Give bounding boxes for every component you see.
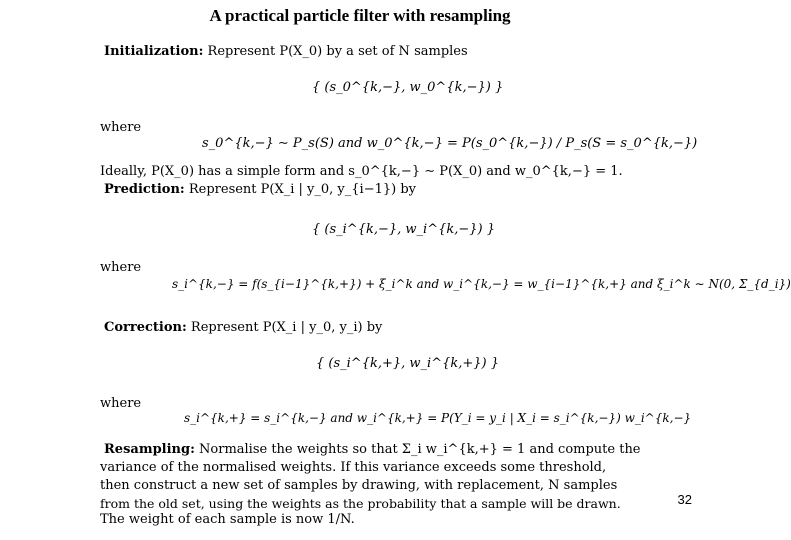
initialization-definition: s_0^{k,−} ∼ P_s(S) and w_0^{k,−} = P(s_0^{k,−}) / P_s(S = s_0^{k,−}) <box>202 136 698 151</box>
prediction-where: where <box>100 260 142 275</box>
initialization-heading: Initialization: <box>104 44 204 59</box>
correction-definition: s_i^{k,+} = s_i^{k,−} and w_i^{k,+} = P(Y_i = y_i | X_i = s_i^{k,−}) w_i^{k,−} <box>184 411 692 425</box>
prediction-set: { (s_i^{k,−}, w_i^{k,−}) } <box>312 222 496 237</box>
prediction-line <box>104 182 416 198</box>
resampling-line-1 <box>104 442 641 458</box>
initialization-line <box>104 44 468 60</box>
correction-set: { (s_i^{k,+}, w_i^{k,+}) } <box>316 356 500 371</box>
correction-text: Represent P(X_i | y_0, y_i) by <box>190 320 383 335</box>
resampling-text-1: Normalise the weights so that Σ_i w_i^{k,+} = 1 and compute the <box>199 442 641 457</box>
initialization-ideally: Ideally, P(X_0) has a simple form and s_0^{k,−} ∼ P(X_0) and w_0^{k,−} = 1. <box>100 164 623 179</box>
initialization-where: where <box>100 120 142 135</box>
prediction-definition: s_i^{k,−} = f(s_{i−1}^{k,+}) + ξ_i^k and w_i^{k,−} = w_{i−1}^{k,+} and ξ_i^k ∼ N(0, Σ_{d_i}) <box>172 277 791 291</box>
correction-line <box>104 320 382 336</box>
initialization-set: { (s_0^{k,−}, w_0^{k,−}) } <box>312 80 504 95</box>
correction-where: where <box>100 396 142 411</box>
page-number: 32 <box>677 492 692 507</box>
slide-title: A practical particle filter with resampling <box>209 6 511 25</box>
resampling-line-3: then construct a new set of samples by drawing, with replacement, N samples <box>100 478 618 493</box>
resampling-heading: Resampling: <box>104 442 195 457</box>
prediction-text: Represent P(X_i | y_0, y_{i−1}) by <box>188 182 416 197</box>
prediction-heading: Prediction: <box>104 182 185 197</box>
correction-heading: Correction: <box>104 320 187 335</box>
resampling-line-2: variance of the normalised weights. If this variance exceeds some threshold, <box>100 460 607 475</box>
resampling-line-4: from the old set, using the weights as the probability that a sample will be drawn. <box>100 496 621 511</box>
resampling-line-5: The weight of each sample is now 1/N. <box>100 512 355 527</box>
initialization-text: Represent P(X_0) by a set of N samples <box>207 44 468 59</box>
